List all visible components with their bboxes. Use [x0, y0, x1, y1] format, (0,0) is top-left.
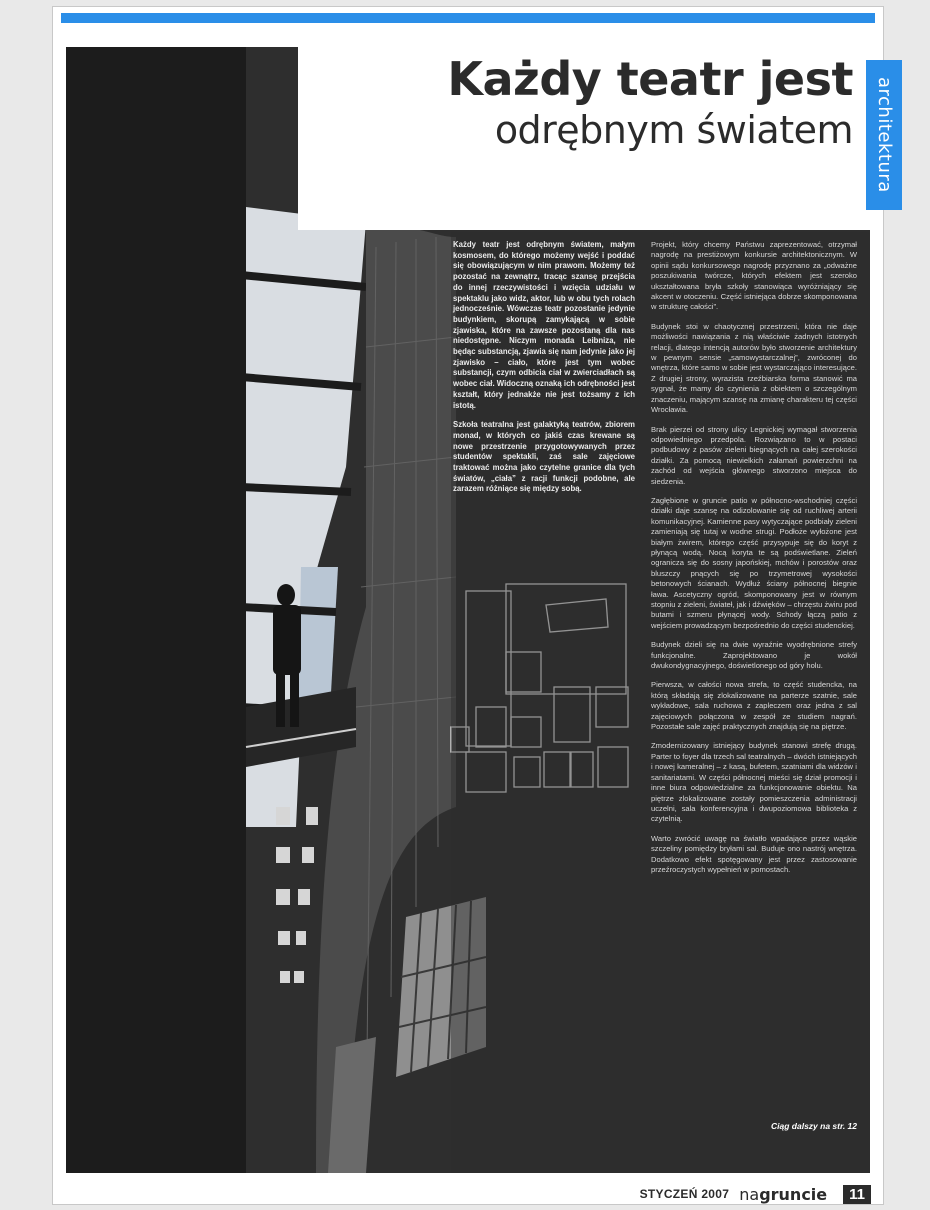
body-paragraph: Projekt, który chcemy Państwu zaprezentować, otrzymał nagrodę na prestiżowym konkursie architektonicznym. W opinii sądu konkursowego nagrodę przyznano za „odważne poszukiwania twórcze, których efektem jest szeroko ukształtowana bryła szkoły stanowiąca wyróżniający się akcent w otoczeniu. Część istniejąca dobrze skomponowana w strukturę całości”.: [651, 240, 857, 312]
magazine-page: [52, 6, 884, 1205]
body-paragraph: Zagłębione w gruncie patio w północno-wschodniej części działki daje szansę na odizolowanie się od ruchliwej arterii komunikacyjnej. Kamienne pasy wytyczające podbiały zieleni zamieniają się tutaj w wodne strugi. Podłoże wyłożone jest białym żwirem, którego część przysypuje się do koryt z płynącą wodą. Nocą koryta te są podświetlane. Zieleń ogranicza się do sosny japońskiej, mchów i porostów oraz bluszczy pnących się po trzymetrowej wysokości betonowych ścianach. Wydłuż ściany północnej biegnie ława. Ascetyczny ogród, skomponowany jest w równym stopniu z zieleni, świateł, jak i dźwięków – chrzęstu żwiru pod butami i szmeru płynącej wody. Schody łączą patio z wejściem prowadzącym bezpośrednio do części studenckiej.: [651, 495, 857, 630]
title-line-1: Każdy teatr jest: [447, 52, 853, 106]
title-line-2: odrębnym światem: [494, 108, 853, 152]
intro-paragraph: Każdy teatr jest odrębnym światem, małym kosmosem, do którego możemy wejść i poddać się obowiązującym w nim prawom. Możemy też pozostać na zewnątrz, tracąc szansę przejścia do innej rzeczywistości i wzięcia udziału w spektaklu jako widz, aktor, lub w obu tych rolach jednocześnie. Wówczas teatr pozostanie jedynie budynkiem, skorupą zamykającą w sobie zjawiska, które na zawsze pozostaną dla nas niedostępne. Niczym monada Leibniza, nie będąc substancją, zjawia się nam jedynie jako jej zjawisko – ciało, które jest tym wobec substancji, czym odbicia ciał w zwierciadłach są wobec ciał. Widoczną oznaką ich odrębności jest kształt, który jednakże nie jest tożsamy z ich istotą.: [453, 240, 635, 410]
main-text-column: [651, 240, 857, 884]
top-accent-bar: [61, 13, 875, 23]
body-paragraph: Zmodernizowany istniejący budynek stanowi strefę drugą. Parter to foyer dla trzech sal teatralnych – dwóch istniejących i nowej kameralnej – z kasą, bufetem, szatniami dla widzów i sanitariatami. W części północnej mieści się dział promocji i inne biura odpowiedzialne za funkcjonowanie obiektu. Na piętrze zlokalizowane zostały pomieszczenia administracji uczelni, sala konferencyjna i dwupoziomowa biblioteka z czytelnią.: [651, 741, 857, 824]
magazine-name-prefix: na: [739, 1184, 760, 1204]
article-title: [447, 53, 853, 155]
magazine-name-suffix: gruncie: [759, 1184, 828, 1204]
page-footer: [640, 1182, 871, 1205]
section-tab-architektura[interactable]: architektura: [866, 60, 902, 210]
body-paragraph: Budynek stoi w chaotycznej przestrzeni, która nie daje możliwości nawiązania z nią właściwie żadnych istotnych relacji, dlatego intencją autorów było stworzenie architektury w pewnym sensie „samowystarczalnej”, zwróconej do wnętrza, które samo w sobie jest wystarczająco interesujące. Z drugiej strony, wyrazista rzeźbiarska forma stanowić ma sygnał, że mamy do czynienia z obiektem o szczególnym znaczeniu, mającym szansę na zmianę charakteru tej części Wrocławia.: [651, 321, 857, 415]
continued-note[interactable]: Ciąg dalszy na str. 12: [771, 1121, 857, 1131]
body-paragraph: Warto zwrócić uwagę na światło wpadające przez wąskie szczeliny pomiędzy bryłami sal. Buduje ono nastrój wnętrza. Dodatkowo efekt spotęgowany jest przez zastosowanie przeźroczystych wypełnień w pomostach.: [651, 833, 857, 874]
intro-paragraph: Szkoła teatralna jest galaktyką teatrów, zbiorem monad, w których co jakiś czas krewane są nowe przestrzenie przygotowywanych przez studentów spektakli, zaś sale zajęciowe traktować można jako czytelne granice dla tych światów, „ciała” z racji funkcji podobne, ale zarazem różniące się między sobą.: [453, 420, 635, 494]
issue-date: STYCZEŃ 2007: [639, 1187, 730, 1201]
body-paragraph: Pierwsza, w całości nowa strefa, to część studencka, na którą składają się zlokalizowane na parterze szatnie, sale wykładowe, sala ruchowa z zapleczem oraz jedna z sal zajęciowych połączona w zespół ze studiem nagrań. Pozostałe sale zajęć praktycznych znajdują się na piętrze.: [651, 680, 857, 732]
body-paragraph: Brak pierzei od strony ulicy Legnickiej wymagał stworzenia odpowiedniego przedpola. Rozwiązano to w postaci podbudowy z pasów zieleni biegnących na całej szerokości działki. Za pomocą niewielkich załamań powierzchni na zachód od wejścia głównego stworzono miejsca do siedzenia.: [651, 424, 857, 486]
intro-column: [453, 240, 635, 504]
page-number: 11: [843, 1185, 871, 1204]
body-paragraph: Budynek dzieli się na dwie wyraźnie wyodrębnione strefy funkcjonalne. Zaprojektowano je wokół dwukondygnacyjnego, doświetlonego od góry holu.: [651, 640, 857, 671]
magazine-name: [739, 1185, 827, 1204]
